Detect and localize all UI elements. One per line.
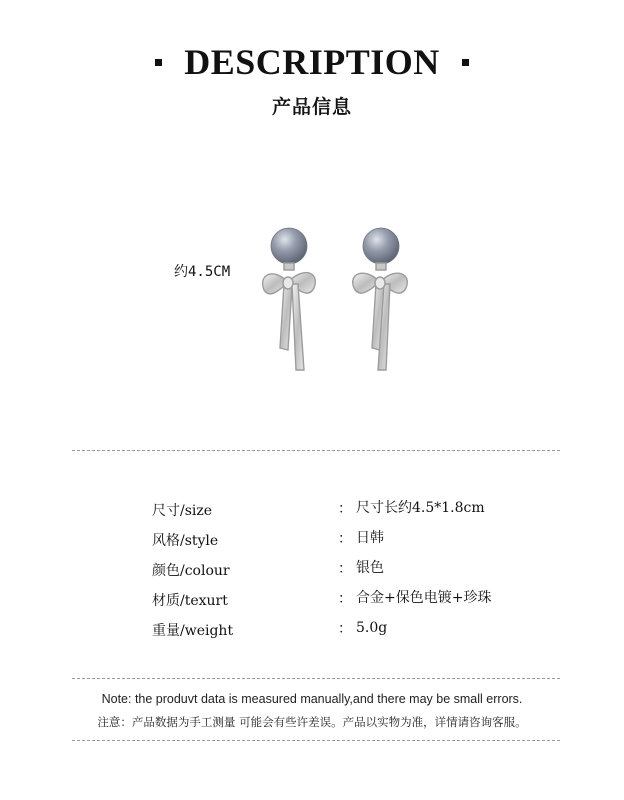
right-square-bullet [462, 59, 469, 66]
spec-colon: ： [338, 501, 352, 517]
spec-table [152, 500, 532, 650]
spec-label: 风格/style [152, 533, 219, 549]
spec-colon: ： [338, 591, 352, 607]
spec-value: 日韩 [356, 530, 384, 546]
left-earring [263, 228, 316, 370]
spec-row-colour [152, 560, 532, 590]
size-annotation: 约4.5CM [174, 264, 231, 280]
spec-row-material [152, 590, 532, 620]
spec-colon: ： [338, 621, 352, 637]
spec-value: 尺寸长约4.5*1.8cm [356, 500, 485, 516]
description-heading [0, 40, 624, 84]
spec-row-weight [152, 620, 532, 650]
divider-notes-bottom [72, 740, 560, 741]
spec-label: 颜色/colour [152, 563, 230, 579]
spec-value: 5.0g [356, 620, 388, 636]
spec-label: 重量/weight [152, 623, 234, 639]
page-title: DESCRIPTION [184, 42, 440, 82]
spec-row-style [152, 530, 532, 560]
note-chinese: 注意：产品数据为手工测量 可能会有些许差误。产品以实物为准，详情请咨询客服。 [97, 715, 527, 729]
right-earring [353, 228, 408, 370]
left-square-bullet [155, 59, 162, 66]
page-subtitle: 产品信息 [271, 96, 352, 118]
spec-colon: ： [338, 561, 352, 577]
divider-top [72, 450, 560, 451]
spec-value: 银色 [356, 560, 384, 576]
spec-colon: ： [338, 531, 352, 547]
spec-label: 尺寸/size [152, 503, 213, 519]
spec-value: 合金+保色电镀+珍珠 [356, 590, 492, 606]
note-english: Note: the produvt data is measured manually,and there may be small errors. [101, 692, 523, 706]
spec-label: 材质/texurt [152, 593, 228, 609]
divider-notes-top [72, 678, 560, 679]
earrings-product-image [250, 222, 420, 382]
spec-row-size [152, 500, 532, 530]
